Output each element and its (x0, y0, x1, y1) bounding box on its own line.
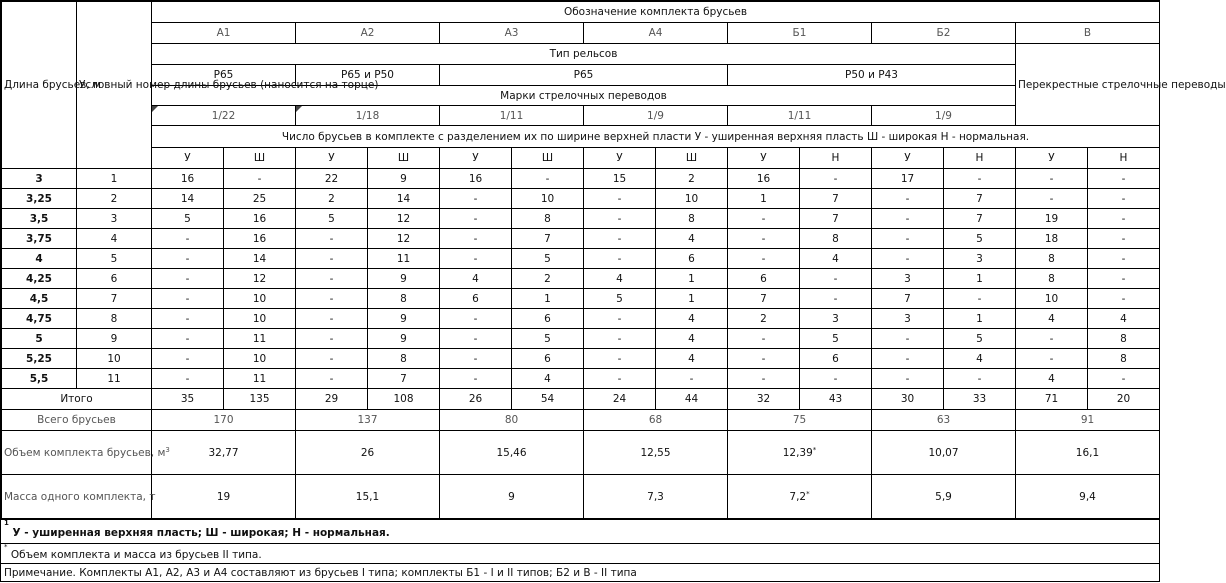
row-length: 3,5 (2, 209, 77, 229)
totals-row (2, 389, 1160, 410)
total-cell: 54 (512, 389, 584, 410)
cell: 2 (296, 189, 368, 209)
cell: - (584, 249, 656, 269)
cell: 4 (656, 229, 728, 249)
footnote-1-mark: 1 (4, 519, 9, 527)
cell: 7 (368, 369, 440, 389)
cell: 1 (656, 269, 728, 289)
cell: - (872, 329, 944, 349)
switch-marks-header: Марки стрелочных переводов (152, 86, 1016, 106)
cell: 10 (1016, 289, 1088, 309)
cell: 4 (1016, 369, 1088, 389)
cell: 22 (296, 169, 368, 189)
table-row (2, 169, 1160, 189)
switch-mark-2: 1/11 (440, 106, 584, 126)
row-number: 4 (77, 229, 152, 249)
volume-label: Объем комплекта брусьев, $м^3$ (2, 431, 152, 475)
subcol-4: У (440, 148, 512, 169)
cell: - (584, 369, 656, 389)
volume-cell: 26 (296, 431, 440, 475)
table-row (2, 189, 1160, 209)
row-length: 4,5 (2, 289, 77, 309)
cell: - (800, 369, 872, 389)
cell: 6 (728, 269, 800, 289)
cell: 12 (224, 269, 296, 289)
cell: - (584, 349, 656, 369)
row-length: 5,25 (2, 349, 77, 369)
row-length: 4,25 (2, 269, 77, 289)
total-cell: 32 (728, 389, 800, 410)
cell: 10 (656, 189, 728, 209)
table-row (2, 329, 1160, 349)
mass-row (2, 475, 1160, 519)
subcol-13: Н (1088, 148, 1160, 169)
cell: 7 (944, 209, 1016, 229)
cell: - (440, 309, 512, 329)
cell: 16 (440, 169, 512, 189)
cell: - (296, 269, 368, 289)
cell: - (224, 169, 296, 189)
all-bars-cell: 75 (728, 410, 872, 431)
cell: 8 (368, 349, 440, 369)
cell: 10 (224, 309, 296, 329)
cell: - (1088, 169, 1160, 189)
row-number: 8 (77, 309, 152, 329)
footnote-3-text: Примечание. Комплекты А1, А2, А3 и А4 составляют из брусьев I типа; комплекты Б1 - I и II типов; Б2 и В - II типа (4, 567, 637, 579)
count-header: Число брусьев в комплекте с разделением их по ширине верхней пласти У - уширенная верхняя пласть Ш - широкая Н - нормальная. (152, 126, 1160, 148)
subcol-6: У (584, 148, 656, 169)
subcol-5: Ш (512, 148, 584, 169)
subcol-10: У (872, 148, 944, 169)
set-3: А4 (584, 23, 728, 44)
cell: - (1016, 169, 1088, 189)
cell: - (1016, 349, 1088, 369)
cell: - (872, 229, 944, 249)
cell: 3 (944, 249, 1016, 269)
row-length: 4 (2, 249, 77, 269)
cell: 8 (368, 289, 440, 309)
row-number: 2 (77, 189, 152, 209)
cell: - (440, 229, 512, 249)
set-1: А2 (296, 23, 440, 44)
cell: - (800, 289, 872, 309)
table-row (2, 269, 1160, 289)
cell: - (1016, 329, 1088, 349)
rail-type-1: Р65 и Р50 (296, 65, 440, 86)
cell: 10 (224, 289, 296, 309)
cell: - (152, 249, 224, 269)
rail-type-3: Р50 и Р43 (728, 65, 1016, 86)
table-row (2, 369, 1160, 389)
cell: - (584, 309, 656, 329)
cell: 11 (224, 329, 296, 349)
cell: - (1088, 289, 1160, 309)
cell: 25 (224, 189, 296, 209)
total-cell: 108 (368, 389, 440, 410)
cell: 16 (728, 169, 800, 189)
length-header: Длина брусьев, м (2, 2, 77, 169)
cell: 5 (944, 229, 1016, 249)
row-number: 11 (77, 369, 152, 389)
cell: 4 (656, 309, 728, 329)
cell: 14 (368, 189, 440, 209)
cell: - (1088, 209, 1160, 229)
cell: 8 (656, 209, 728, 229)
cell: - (296, 289, 368, 309)
mass-cell: 7,2* (728, 475, 872, 519)
cell: - (152, 309, 224, 329)
cell: 5 (584, 289, 656, 309)
cell: 7 (512, 229, 584, 249)
cell: 11 (224, 369, 296, 389)
cell: 2 (656, 169, 728, 189)
cell: 5 (152, 209, 224, 229)
row-number: 1 (77, 169, 152, 189)
table-row (2, 249, 1160, 269)
volume-cell: 10,07 (872, 431, 1016, 475)
footnote-3 (1, 563, 1159, 582)
set-6: В (1016, 23, 1160, 44)
cell: - (296, 349, 368, 369)
cell: - (1088, 369, 1160, 389)
cell: - (1016, 189, 1088, 209)
set-2: А3 (440, 23, 584, 44)
cell: 9 (368, 329, 440, 349)
total-cell: 71 (1016, 389, 1088, 410)
cell: - (440, 349, 512, 369)
cell: 6 (440, 289, 512, 309)
cell: 4 (512, 369, 584, 389)
cell: - (296, 369, 368, 389)
cell: 16 (224, 229, 296, 249)
cell: 9 (368, 169, 440, 189)
cell: - (656, 369, 728, 389)
subcol-3: Ш (368, 148, 440, 169)
cell: 7 (800, 209, 872, 229)
totals-label: Итого (2, 389, 152, 410)
cell: 4 (800, 249, 872, 269)
row-length: 5 (2, 329, 77, 349)
row-length: 3,25 (2, 189, 77, 209)
all-bars-cell: 63 (872, 410, 1016, 431)
cell: - (584, 189, 656, 209)
cell: - (512, 169, 584, 189)
volume-cell: 15,46 (440, 431, 584, 475)
subcol-0: У (152, 148, 224, 169)
total-cell: 30 (872, 389, 944, 410)
cell: - (152, 229, 224, 249)
subcol-7: Ш (656, 148, 728, 169)
cell: - (728, 329, 800, 349)
total-cell: 26 (440, 389, 512, 410)
row-number: 6 (77, 269, 152, 289)
cell: - (800, 169, 872, 189)
mass-cell: 15,1 (296, 475, 440, 519)
cell: 2 (728, 309, 800, 329)
footnote-2-mark: * (4, 543, 8, 551)
volume-cell: 12,39* (728, 431, 872, 475)
total-cell: 29 (296, 389, 368, 410)
cell: 19 (1016, 209, 1088, 229)
cell: - (872, 349, 944, 369)
all-bars-cell: 137 (296, 410, 440, 431)
cell: 1 (728, 189, 800, 209)
volume-cell: 16,1 (1016, 431, 1160, 475)
cell: 3 (872, 269, 944, 289)
cell: 5 (800, 329, 872, 349)
all-bars-label: Всего брусьев (2, 410, 152, 431)
cell: 6 (512, 309, 584, 329)
cell: 7 (800, 189, 872, 209)
cell: - (152, 329, 224, 349)
cell: - (872, 189, 944, 209)
total-cell: 33 (944, 389, 1016, 410)
cell: - (1088, 229, 1160, 249)
cell: 8 (512, 209, 584, 229)
set-designation-header: Обозначение комплекта брусьев (152, 2, 1160, 23)
footnote-1-text: У - уширенная верхняя пласть; Ш - широкая; Н - нормальная. (12, 527, 390, 539)
cell: 4 (1016, 309, 1088, 329)
mass-cell: 9 (440, 475, 584, 519)
rail-type-header: Тип рельсов (152, 44, 1016, 65)
cell: 8 (1016, 269, 1088, 289)
subcol-2: У (296, 148, 368, 169)
cell: 1 (944, 269, 1016, 289)
cell: - (872, 249, 944, 269)
cell: - (944, 289, 1016, 309)
cell: - (728, 369, 800, 389)
cell: 4 (656, 349, 728, 369)
cell: 6 (656, 249, 728, 269)
cell: - (440, 329, 512, 349)
cell: - (872, 369, 944, 389)
cell: 4 (656, 329, 728, 349)
table-row (2, 209, 1160, 229)
cell: 5 (944, 329, 1016, 349)
cell: 12 (368, 229, 440, 249)
cell: 1 (944, 309, 1016, 329)
cell: - (440, 209, 512, 229)
total-cell: 20 (1088, 389, 1160, 410)
subcol-12: У (1016, 148, 1088, 169)
cell: 14 (152, 189, 224, 209)
cell: - (800, 269, 872, 289)
cell: - (1088, 269, 1160, 289)
cell: 5 (296, 209, 368, 229)
mass-cell: 7,3 (584, 475, 728, 519)
row-length: 4,75 (2, 309, 77, 329)
cell: - (1088, 189, 1160, 209)
subcol-1: Ш (224, 148, 296, 169)
mass-cell: 9,4 (1016, 475, 1160, 519)
mass-label: Масса одного комплекта, т (2, 475, 152, 519)
cell: 5 (512, 329, 584, 349)
cell: 8 (800, 229, 872, 249)
cell: 1 (512, 289, 584, 309)
table-row (2, 289, 1160, 309)
set-5: Б2 (872, 23, 1016, 44)
cell: - (440, 189, 512, 209)
cell: - (728, 249, 800, 269)
cell: - (296, 229, 368, 249)
cell: 5 (512, 249, 584, 269)
cell: 18 (1016, 229, 1088, 249)
cell: - (728, 209, 800, 229)
rail-type-2: Р65 (440, 65, 728, 86)
cell: 9 (368, 309, 440, 329)
table-row (2, 229, 1160, 249)
total-cell: 135 (224, 389, 296, 410)
cell: 4 (440, 269, 512, 289)
row-number: 7 (77, 289, 152, 309)
total-cell: 43 (800, 389, 872, 410)
cell: - (1088, 249, 1160, 269)
cell: - (584, 229, 656, 249)
cell: - (296, 329, 368, 349)
footnote-2-text: Объем комплекта и масса из брусьев II типа. (10, 549, 262, 561)
table-row (2, 309, 1160, 329)
total-cell: 44 (656, 389, 728, 410)
cell: - (296, 309, 368, 329)
cell: 7 (944, 189, 1016, 209)
cell: 3 (800, 309, 872, 329)
row-length: 3,75 (2, 229, 77, 249)
cell: 12 (368, 209, 440, 229)
cell: 4 (584, 269, 656, 289)
cell: 1 (656, 289, 728, 309)
cell: 15 (584, 169, 656, 189)
total-cell: 24 (584, 389, 656, 410)
switch-mark-5: 1/9 (872, 106, 1016, 126)
cell: 16 (224, 209, 296, 229)
all-bars-row (2, 410, 1160, 431)
cell: - (728, 229, 800, 249)
cell: 9 (368, 269, 440, 289)
cell: 11 (368, 249, 440, 269)
cell: 10 (512, 189, 584, 209)
cell: - (440, 249, 512, 269)
number-header: Условный номер длины брусьев (наносится на торце) (77, 2, 152, 169)
cell: 6 (800, 349, 872, 369)
subcol-8: У (728, 148, 800, 169)
data-table (1, 1, 1226, 519)
footnote-2 (1, 543, 1159, 563)
cell: 6 (512, 349, 584, 369)
cell: - (728, 349, 800, 369)
cell: 8 (1088, 349, 1160, 369)
subcol-9: Н (800, 148, 872, 169)
crossing-header: Перекрестные стрелочные переводы (1016, 44, 1160, 126)
all-bars-cell: 68 (584, 410, 728, 431)
switch-mark-0: 1/22 (152, 106, 296, 126)
volume-cell: 32,77 (152, 431, 296, 475)
cell: 10 (224, 349, 296, 369)
set-0: А1 (152, 23, 296, 44)
row-length: 3 (2, 169, 77, 189)
cell: - (440, 369, 512, 389)
set-4: Б1 (728, 23, 872, 44)
row-number: 5 (77, 249, 152, 269)
star-mark: * (812, 445, 817, 454)
switch-mark-1: 1/18 (296, 106, 440, 126)
subcol-11: Н (944, 148, 1016, 169)
cell: - (296, 249, 368, 269)
volume-cell: 12,55 (584, 431, 728, 475)
total-cell: 35 (152, 389, 224, 410)
cell: 8 (1088, 329, 1160, 349)
footnote-1 (1, 519, 1159, 543)
cell: 16 (152, 169, 224, 189)
all-bars-cell: 170 (152, 410, 296, 431)
cell: 2 (512, 269, 584, 289)
row-number: 3 (77, 209, 152, 229)
cell: - (584, 209, 656, 229)
cell: - (872, 209, 944, 229)
cell: 3 (872, 309, 944, 329)
cell: 17 (872, 169, 944, 189)
rail-type-0: Р65 (152, 65, 296, 86)
cell: - (152, 349, 224, 369)
cell: - (152, 289, 224, 309)
all-bars-cell: 80 (440, 410, 584, 431)
cell: - (152, 269, 224, 289)
cell: - (944, 369, 1016, 389)
cell: 8 (1016, 249, 1088, 269)
cell: 4 (944, 349, 1016, 369)
row-number: 9 (77, 329, 152, 349)
cell: - (944, 169, 1016, 189)
cell: 4 (1088, 309, 1160, 329)
star-mark: * (806, 489, 810, 498)
switch-mark-4: 1/11 (728, 106, 872, 126)
cell: 14 (224, 249, 296, 269)
cell: - (152, 369, 224, 389)
all-bars-cell: 91 (1016, 410, 1160, 431)
row-number: 10 (77, 349, 152, 369)
cell: - (584, 329, 656, 349)
mass-cell: 19 (152, 475, 296, 519)
volume-unit-sup: 3 (165, 445, 170, 454)
row-length: 5,5 (2, 369, 77, 389)
cell: 7 (872, 289, 944, 309)
cell: 7 (728, 289, 800, 309)
volume-row (2, 431, 1160, 475)
switch-mark-3: 1/9 (584, 106, 728, 126)
table-row (2, 349, 1160, 369)
mass-cell: 5,9 (872, 475, 1016, 519)
